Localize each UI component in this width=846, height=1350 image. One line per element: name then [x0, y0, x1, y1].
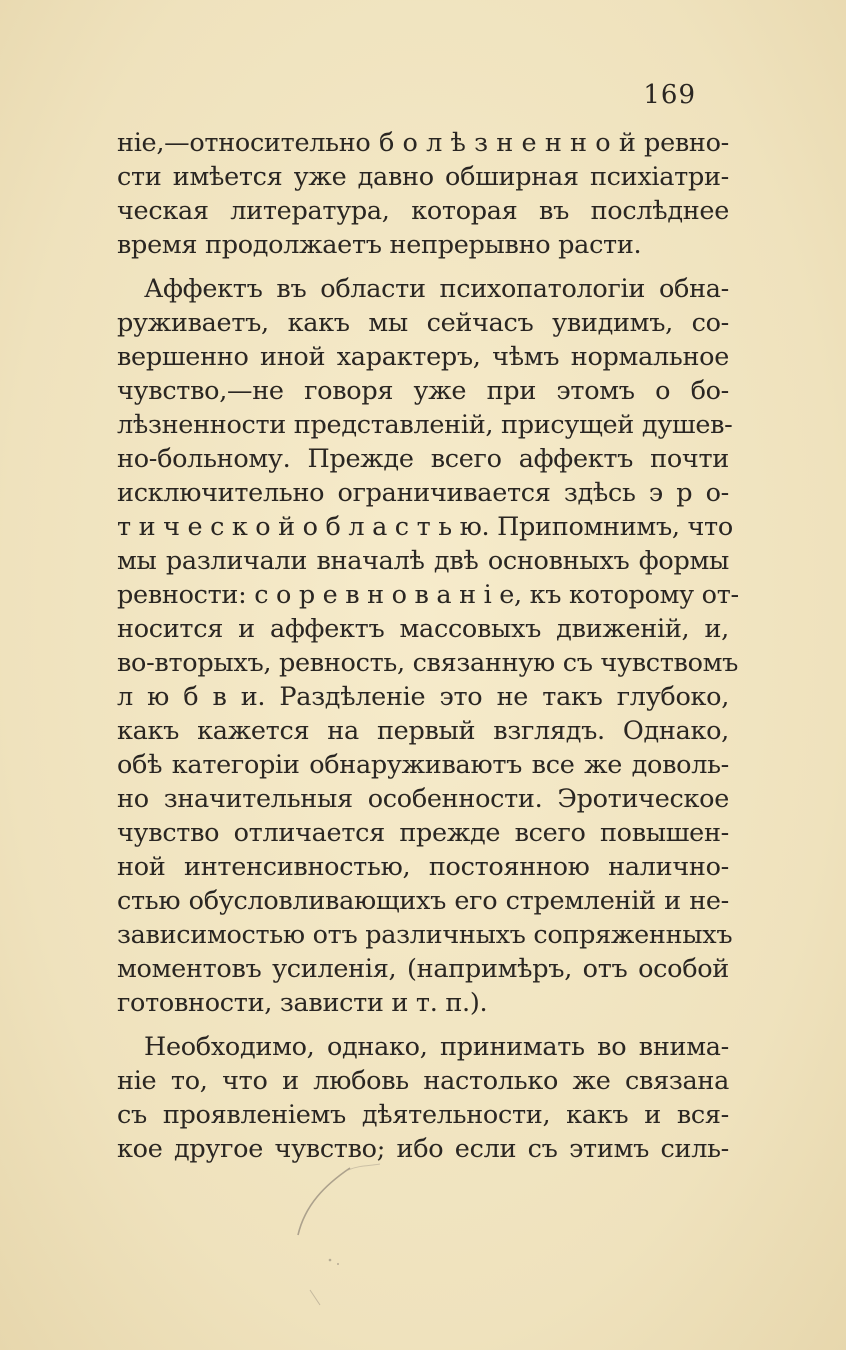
text-line: готовности, зависти и т. п.). — [117, 988, 488, 1018]
text-line: т и ч е с к о й о б л а с т ь ю. Припомнимъ, что — [117, 512, 733, 542]
text-line: съ проявленіемъ дѣятельности, какъ и вся- — [117, 1100, 729, 1130]
paragraph-1 — [117, 126, 729, 262]
text-line: зависимостью отъ различныхъ сопряженныхъ — [117, 920, 733, 950]
text-line: кое другое чувство; ибо если съ этимъ силь- — [117, 1134, 729, 1164]
text-line: вершенно иной характеръ, чѣмъ нормальное — [117, 342, 729, 372]
text-line: Необходимо, однако, принимать во внима- — [144, 1032, 729, 1062]
paragraph-2 — [117, 272, 739, 1020]
pencil-mark — [280, 1160, 390, 1320]
text-line: ніе,—относительно б о л ѣ з н е н н о й ревно- — [117, 128, 729, 158]
text-line: стью обусловливающихъ его стремленій и не- — [117, 886, 729, 916]
text-line: носится и аффектъ массовыхъ движеній, и, — [117, 614, 729, 644]
text-line: ческая литература, которая въ послѣднее — [117, 196, 729, 226]
text-line: сти имѣется уже давно обширная психіатри- — [117, 162, 729, 192]
text-line: Аффектъ въ области психопатологіи обна- — [144, 274, 729, 304]
text-line: лѣзненности представленій, присущей душев- — [117, 410, 733, 440]
text-line: обѣ категоріи обнаруживаютъ все же доволь- — [117, 750, 729, 780]
text-line: л ю б в и. Раздѣленіе это не такъ глубоко, — [117, 682, 729, 712]
text-line: ной интенсивностью, постоянною налично- — [117, 852, 729, 882]
paragraph-3 — [117, 1030, 729, 1166]
text-line: исключительно ограничивается здѣсь э р о- — [117, 478, 729, 508]
text-line: руживаетъ, какъ мы сейчасъ увидимъ, со- — [117, 308, 729, 338]
page-number: 169 — [643, 80, 696, 110]
text-line: мы различали вначалѣ двѣ основныхъ формы — [117, 546, 729, 576]
text-line: чувство,—не говоря уже при этомъ о бо- — [117, 376, 729, 406]
text-line: какъ кажется на первый взглядъ. Однако, — [117, 716, 729, 746]
text-line: время продолжаетъ непрерывно расти. — [117, 230, 642, 260]
text-line: моментовъ усиленія, (напримѣръ, отъ особой — [117, 954, 729, 984]
text-line: ніе то, что и любовь настолько же связана — [117, 1066, 729, 1096]
text-line: но значительныя особенности. Эротическое — [117, 784, 729, 814]
text-line: ревности: с о р е в н о в а н і е, къ которому от- — [117, 580, 739, 610]
text-line: во-вторыхъ, ревность, связанную съ чувствомъ — [117, 648, 739, 678]
text-line: чувство отличается прежде всего повышен- — [117, 818, 729, 848]
text-body — [117, 126, 739, 1166]
text-line: но-больному. Прежде всего аффектъ почти — [117, 444, 729, 474]
